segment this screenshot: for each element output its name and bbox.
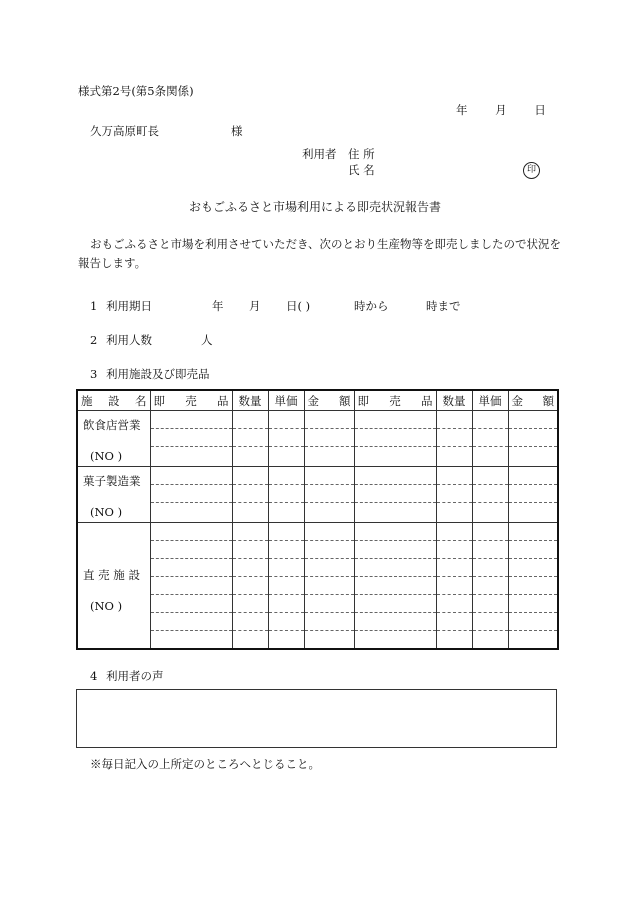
submission-date: [456, 105, 546, 117]
item-2-label: 利用人数: [106, 333, 152, 347]
form-number: 様式第2号(第5条関係): [78, 84, 194, 98]
facility-number: (NO ): [90, 449, 123, 463]
header-qty-left: 数量: [232, 390, 268, 411]
header-amount-right: 金 額: [508, 390, 558, 411]
item-1-number: 1: [90, 299, 98, 313]
seal-mark: 印: [523, 162, 540, 179]
header-price-left: 単価: [268, 390, 304, 411]
header-item-left: 即 売 品: [150, 390, 232, 411]
facility-number: (NO ): [90, 599, 123, 613]
item-3-label: 利用施設及び即売品: [106, 367, 210, 381]
facility-cell-direct-sales: [77, 523, 150, 650]
header-amount-left: 金 額: [304, 390, 354, 411]
item-3-number: 3: [90, 367, 98, 381]
addressee: 久万高原町長: [90, 124, 159, 138]
facility-cell-restaurant: [77, 411, 150, 467]
item-2-unit: 人: [201, 333, 213, 347]
item-1-time-until: 時まで: [426, 299, 461, 313]
date-month: 月: [495, 103, 507, 117]
header-qty-right: 数量: [436, 390, 472, 411]
item-1-month: 月: [249, 299, 261, 313]
name-label: 氏 名: [348, 163, 375, 177]
table-header-row: [77, 390, 558, 411]
item-1-label: 利用期日: [106, 299, 152, 313]
facility-name: 菓子製造業: [83, 474, 141, 488]
item-1-time-from: 時から: [354, 299, 389, 313]
item-1-year: 年: [212, 299, 224, 313]
item-4-number: 4: [90, 669, 98, 683]
honorific: 様: [231, 124, 243, 138]
facility-cell-confectionery: [77, 467, 150, 523]
address-label: 住 所: [348, 147, 375, 161]
date-year: 年: [456, 103, 468, 117]
facility-name: 直 売 施 設: [83, 568, 140, 582]
table-row: [77, 467, 558, 485]
item-1-day: 日( ): [286, 299, 311, 313]
header-item-right: 即 売 品: [354, 390, 436, 411]
item-2-number: 2: [90, 333, 98, 347]
header-facility: 施 設 名: [77, 390, 150, 411]
body-paragraph: おもごふるさと市場を利用させていただき、次のとおり生産物等を即売しましたので状況を報告します。: [78, 237, 562, 270]
user-voice-box[interactable]: [76, 689, 557, 748]
item-4-label: 利用者の声: [106, 669, 164, 683]
header-price-right: 単価: [472, 390, 508, 411]
facility-number: (NO ): [90, 505, 123, 519]
footer-note: ※毎日記入の上所定のところへとじること。: [90, 757, 320, 771]
applicant-role: 利用者: [302, 147, 337, 161]
table-row: [77, 411, 558, 429]
sales-table: [76, 389, 559, 650]
date-day: 日: [534, 103, 546, 117]
table-row: [77, 523, 558, 541]
document-title: おもごふるさと市場利用による即売状況報告書: [189, 200, 442, 214]
facility-name: 飲食店営業: [83, 418, 141, 432]
